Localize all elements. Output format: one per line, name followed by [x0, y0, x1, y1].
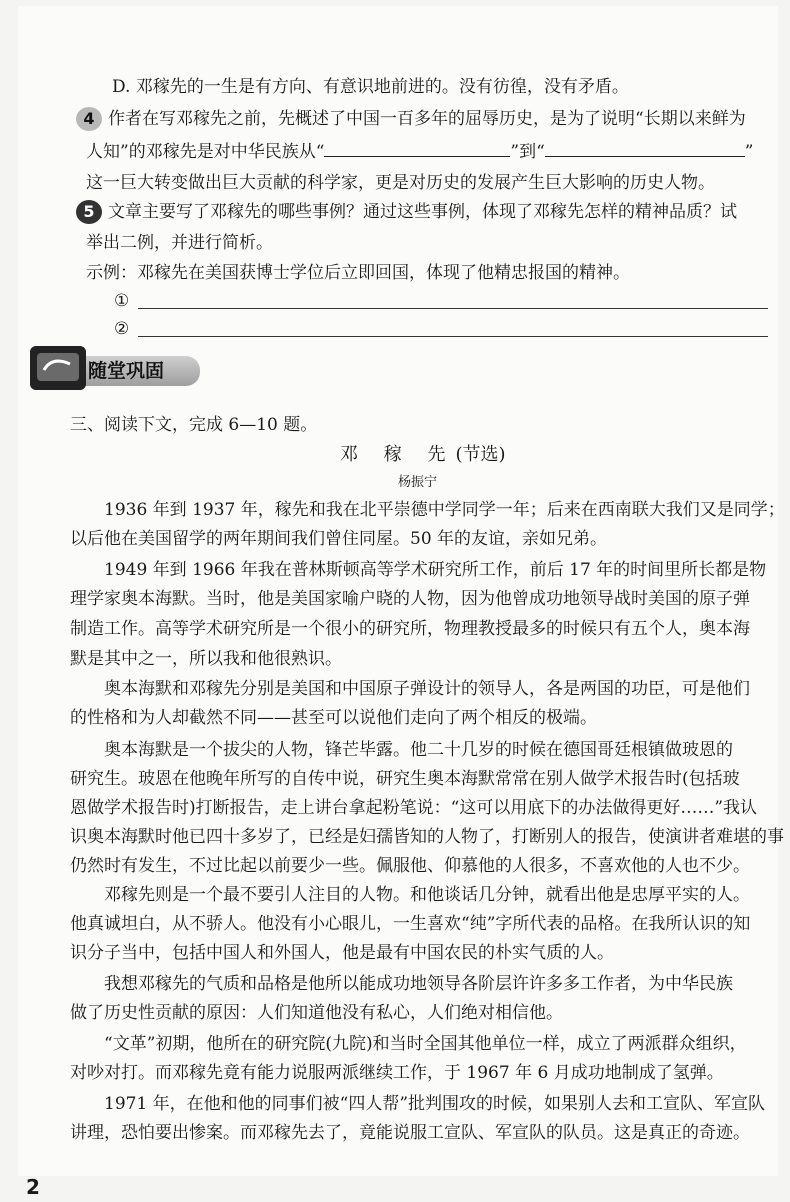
question-4-line2: [86, 140, 753, 163]
article-title-main: 邓 稼 先: [340, 444, 456, 465]
answer-2-marker: ②: [114, 319, 130, 339]
para-5-line-2: 他真诚坦白，从不骄人。他没有小心眼儿，一生喜欢“纯”字所代表的品格。在我所认识的知: [70, 914, 751, 934]
para-4-line-5: 仍然时有发生，不过比起以前要少一些。佩服他、仰慕他的人很多，不喜欢他的人也不少。: [70, 856, 750, 876]
section-header: [30, 342, 200, 398]
answer-1-marker: ①: [114, 291, 130, 311]
answer-2-line[interactable]: [138, 336, 768, 337]
para-6-line-1: 我想邓稼先的气质和品格是他所以能成功地领导各阶层许许多多工作者，为中华民族: [104, 974, 733, 994]
para-1-line-1: 1936 年到 1937 年，稼先和我在北平崇德中学同学一年；后来在西南联大我们又是同学；: [104, 500, 785, 520]
article-title: [340, 444, 506, 466]
para-5-line-1: 邓稼先则是一个最不要引人注目的人物。和他谈话几分钟，就看出他是忠厚平实的人。: [104, 885, 750, 905]
para-2-line-4: 默是其中之一，所以我和他很熟识。: [70, 649, 342, 669]
blank-to[interactable]: [545, 140, 745, 157]
para-2-line-1: 1949 年到 1966 年我在普林斯顿高等学术研究所工作，前后 17 年的时间里所长都是物: [104, 560, 767, 580]
question-5-line2: 举出二例，并进行简析。: [86, 233, 273, 253]
para-7-line-2: 对吵对打。而邓稼先竟有能力说服两派继续工作，于 1967 年 6 月成功地制成了氢弹。: [70, 1063, 724, 1083]
question-5-example: 示例：邓稼先在美国获博士学位后立即回国，体现了他精忠报国的精神。: [86, 263, 630, 283]
question-4-badge: 4: [76, 107, 102, 131]
para-4-line-2: 研究生。玻恩在他晚年所写的自传中说，研究生奥本海默常常在别人做学术报告时(包括玻: [70, 769, 740, 789]
question-4-text-a: 人知”的邓稼先是对中华民族从“: [86, 142, 325, 162]
para-3-line-2: 的性格和为人却截然不同——甚至可以说他们走向了两个相反的极端。: [70, 708, 597, 728]
para-5-line-3: 识分子当中，包括中国人和外国人，他是最有中国农民的朴实气质的人。: [70, 943, 614, 963]
question-4-line3: 这一巨大转变做出巨大贡献的科学家，更是对历史的发展产生巨大影响的历史人物。: [86, 173, 715, 193]
para-8-line-2: 讲理，恐怕要出惨案。而邓稼先去了，竟能说服工宣队、军宣队的队员。这是真正的奇迹。: [70, 1123, 750, 1143]
blank-from[interactable]: [324, 140, 510, 157]
para-7-line-1: “文革”初期，他所在的研究院(九院)和当时全国其他单位一样，成立了两派群众组织，: [104, 1034, 747, 1054]
para-6-line-2: 做了历史性贡献的原因：人们知道他没有私心，人们绝对相信他。: [70, 1003, 563, 1023]
question-5-line1: 文章主要写了邓稼先的哪些事例？通过这些事例，体现了邓稼先怎样的精神品质？试: [108, 202, 737, 222]
article-author: 杨振宁: [398, 475, 438, 490]
question-4-text-b: ”到“: [510, 142, 545, 162]
reading-instruction: 三、阅读下文，完成 6—10 题。: [70, 415, 318, 435]
para-8-line-1: 1971 年，在他和他的同事们被“四人帮”批判围攻的时候，如果别人去和工宣队、军宣队: [104, 1094, 766, 1114]
option-d: D. 邓稼先的一生是有方向、有意识地前进的。没有彷徨，没有矛盾。: [112, 77, 629, 97]
question-4-text-c: ”: [744, 142, 754, 162]
para-1-line-2: 以后他在美国留学的两年期间我们曾住同屋。50 年的友谊，亲如兄弟。: [70, 529, 608, 549]
para-2-line-2: 理学家奥本海默。当时，他是美国家喻户晓的人物，因为他曾成功地领导战时美国的原子弹: [70, 589, 750, 609]
para-2-line-3: 制造工作。高等学术研究所是一个很小的研究所，物理教授最多的时候只有五个人，奥本海: [70, 619, 750, 639]
tv-icon: [30, 346, 86, 390]
answer-1-line[interactable]: [138, 308, 768, 309]
para-4-line-3: 恩做学术报告时)打断报告，走上讲台拿起粉笔说：“这可以用底下的办法做得更好……”我认: [70, 798, 758, 818]
para-4-line-1: 奥本海默是一个拔尖的人物，锋芒毕露。他二十几岁的时候在德国哥廷根镇做玻恩的: [104, 740, 733, 760]
section-label: 随堂巩固: [80, 356, 200, 386]
page-number: 2: [26, 1175, 40, 1199]
para-4-line-4: 识奥本海默时他已四十多岁了，已经是妇孺皆知的人物了，打断别人的报告，使演讲者难堪的事: [70, 827, 784, 847]
para-3-line-1: 奥本海默和邓稼先分别是美国和中国原子弹设计的领导人，各是两国的功臣，可是他们: [104, 679, 750, 699]
question-4-line1: 作者在写邓稼先之前，先概述了中国一百多年的屈辱历史，是为了说明“长期以来鲜为: [108, 109, 746, 129]
question-5-badge: 5: [76, 200, 102, 224]
article-title-suffix: (节选): [455, 444, 506, 465]
